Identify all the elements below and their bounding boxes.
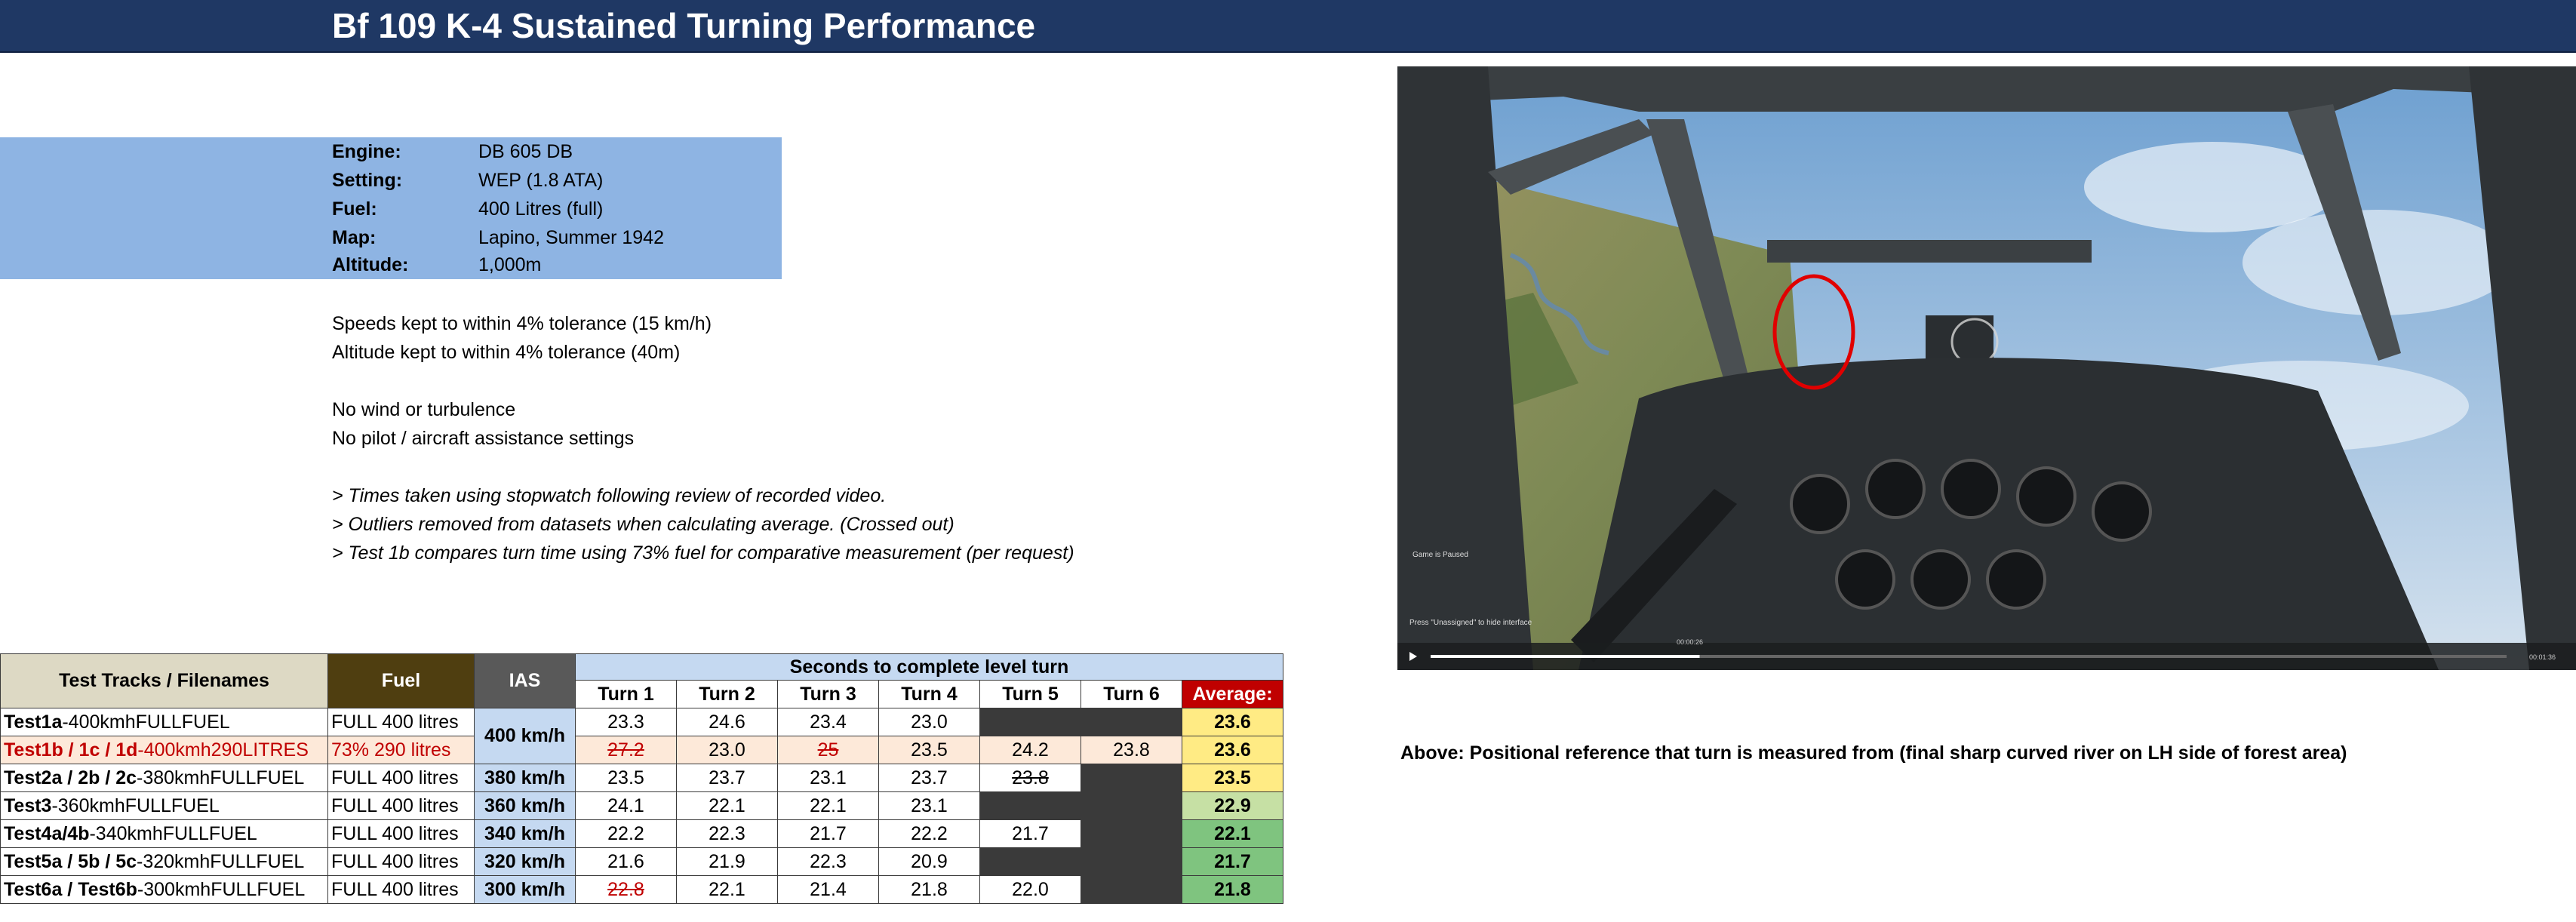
fuel-cell: FULL 400 litres xyxy=(328,764,475,792)
track-name-bold: Test1b / 1c / 1d xyxy=(4,739,138,761)
turn-cell: 24.1 xyxy=(576,792,677,820)
empty-turn-cell xyxy=(1081,764,1182,792)
table-row xyxy=(1,876,1283,904)
track-name xyxy=(1,736,328,764)
page-title: Bf 109 K-4 Sustained Turning Performance xyxy=(332,6,1036,45)
track-name-bold: Test3 xyxy=(4,794,52,816)
empty-turn-cell xyxy=(1081,820,1182,848)
turn-cell: 22.1 xyxy=(677,876,778,904)
average-cell: 23.6 xyxy=(1182,736,1283,764)
spec-value: DB 605 DB xyxy=(478,141,573,162)
table-row xyxy=(1,708,1283,736)
turn-cell: 21.7 xyxy=(778,820,879,848)
empty-turn-cell xyxy=(1081,876,1182,904)
turn-cell: 22.2 xyxy=(879,820,980,848)
turn-cell: 23.0 xyxy=(879,708,980,736)
fuel-cell: FULL 400 litres xyxy=(328,708,475,736)
note-altitude: Altitude kept to within 4% tolerance (40m) xyxy=(332,342,681,363)
turn-cell: 21.6 xyxy=(576,848,677,876)
note-assist: No pilot / aircraft assistance settings xyxy=(332,428,635,449)
track-name xyxy=(1,820,328,848)
track-name-bold: Test5a / 5b / 5c xyxy=(4,850,137,872)
empty-turn-cell xyxy=(980,848,1081,876)
fuel-cell: FULL 400 litres xyxy=(328,820,475,848)
results-table xyxy=(0,653,1283,904)
track-name-rest: -400kmh290LITRES xyxy=(137,739,309,761)
average-cell: 23.5 xyxy=(1182,764,1283,792)
turn-cell: 22.1 xyxy=(778,792,879,820)
track-name-rest: -380kmhFULLFUEL xyxy=(137,767,305,788)
turn-cell: 23.7 xyxy=(879,764,980,792)
header-fuel: Fuel xyxy=(328,654,475,708)
ias-cell: 300 km/h xyxy=(475,876,576,904)
note-method-1: > Times taken using stopwatch following review of recorded video. xyxy=(332,485,887,506)
table-row xyxy=(1,792,1283,820)
header-turn-6: Turn 6 xyxy=(1081,681,1182,708)
gauge xyxy=(2093,483,2150,540)
spec-value: 400 Litres (full) xyxy=(478,198,604,220)
turn-cell: 21.9 xyxy=(677,848,778,876)
header-ias: IAS xyxy=(475,654,576,708)
turn-cell: 24.2 xyxy=(980,736,1081,764)
turn-cell xyxy=(778,736,879,764)
fuel-cell: FULL 400 litres xyxy=(328,876,475,904)
empty-turn-cell xyxy=(1081,708,1182,736)
turn-cell xyxy=(576,736,677,764)
gauge xyxy=(2018,468,2075,525)
header-tracks: Test Tracks / Filenames xyxy=(1,654,328,708)
track-name-rest: -340kmhFULLFUEL xyxy=(89,822,257,844)
track-name-rest: -400kmhFULLFUEL xyxy=(62,711,230,733)
gauge xyxy=(1942,460,2000,518)
table-row xyxy=(1,820,1283,848)
track-name xyxy=(1,708,328,736)
time-current: 00:00:26 xyxy=(1677,638,1704,646)
spec-box xyxy=(0,137,782,279)
hide-interface-hint: Press "Unassigned" to hide interface xyxy=(1409,619,1532,627)
gauge xyxy=(1912,551,1969,608)
outlier-value: 25 xyxy=(817,739,839,761)
screenshot-caption: Above: Positional reference that turn is measured from (final sharp curved river on LH side of forest area) xyxy=(1400,742,2347,764)
turn-cell: 21.7 xyxy=(980,820,1081,848)
fuel-cell: FULL 400 litres xyxy=(328,792,475,820)
time-total: 00:01:36 xyxy=(2529,653,2556,661)
turn-cell: 23.8 xyxy=(1081,736,1182,764)
spec-value: WEP (1.8 ATA) xyxy=(478,170,604,191)
track-name-bold: Test6a / Test6b xyxy=(4,878,137,900)
fuel-cell: 73% 290 litres xyxy=(328,736,475,764)
turn-cell: 23.5 xyxy=(576,764,677,792)
turn-cell: 20.9 xyxy=(879,848,980,876)
average-cell: 21.7 xyxy=(1182,848,1283,876)
table-row xyxy=(1,848,1283,876)
spec-value: 1,000m xyxy=(478,254,542,275)
turn-cell: 22.1 xyxy=(677,792,778,820)
ias-cell: 340 km/h xyxy=(475,820,576,848)
turn-cell xyxy=(576,876,677,904)
average-cell: 23.6 xyxy=(1182,708,1283,736)
spec-label: Setting: xyxy=(332,170,403,191)
spec-label: Map: xyxy=(332,227,377,248)
empty-turn-cell xyxy=(980,792,1081,820)
progress-fill xyxy=(1431,655,1700,658)
fuel-cell: FULL 400 litres xyxy=(328,848,475,876)
turn-cell: 22.3 xyxy=(778,848,879,876)
turn-cell: 23.1 xyxy=(879,792,980,820)
header-seconds: Seconds to complete level turn xyxy=(576,654,1283,681)
spec-value: Lapino, Summer 1942 xyxy=(478,227,664,248)
track-name-rest: -360kmhFULLFUEL xyxy=(51,794,220,816)
track-name xyxy=(1,848,328,876)
track-name-bold: Test2a / 2b / 2c xyxy=(4,767,137,788)
turn-cell: 21.4 xyxy=(778,876,879,904)
average-cell: 22.9 xyxy=(1182,792,1283,820)
paused-label: Game is Paused xyxy=(1412,551,1468,559)
turn-cell: 21.8 xyxy=(879,876,980,904)
turn-cell xyxy=(980,764,1081,792)
table-row xyxy=(1,764,1283,792)
note-method-3: > Test 1b compares turn time using 73% fuel for comparative measurement (per request) xyxy=(332,542,1074,564)
windscreen-frame xyxy=(1767,240,2092,263)
turn-cell: 23.7 xyxy=(677,764,778,792)
turn-cell: 23.3 xyxy=(576,708,677,736)
header-turn-3: Turn 3 xyxy=(778,681,879,708)
gauge xyxy=(1837,551,1894,608)
outlier-value: 23.8 xyxy=(1012,767,1049,788)
spec-label: Engine: xyxy=(332,141,401,162)
outlier-value: 27.2 xyxy=(607,739,644,761)
track-name xyxy=(1,764,328,792)
turn-cell: 23.0 xyxy=(677,736,778,764)
average-cell: 22.1 xyxy=(1182,820,1283,848)
spec-label: Altitude: xyxy=(332,254,409,275)
header-turn-2: Turn 2 xyxy=(677,681,778,708)
note-speeds: Speeds kept to within 4% tolerance (15 km/h) xyxy=(332,313,712,334)
title-bar xyxy=(0,0,2576,53)
ias-cell: 400 km/h xyxy=(475,708,576,764)
gauge xyxy=(1867,460,1924,518)
table-row xyxy=(1,736,1283,764)
header-turn-1: Turn 1 xyxy=(576,681,677,708)
turn-cell: 22.2 xyxy=(576,820,677,848)
cockpit-scene xyxy=(1397,66,2576,670)
cloud xyxy=(2084,142,2341,232)
outlier-value: 22.8 xyxy=(607,878,644,900)
empty-turn-cell xyxy=(1081,848,1182,876)
empty-turn-cell xyxy=(1081,792,1182,820)
turn-cell: 22.0 xyxy=(980,876,1081,904)
track-name-rest: -320kmhFULLFUEL xyxy=(137,850,305,872)
turn-cell: 22.3 xyxy=(677,820,778,848)
turn-cell: 24.6 xyxy=(677,708,778,736)
note-wind: No wind or turbulence xyxy=(332,399,516,420)
ias-cell: 380 km/h xyxy=(475,764,576,792)
note-method-2: > Outliers removed from datasets when calculating average. (Crossed out) xyxy=(332,514,954,535)
header-turn-5: Turn 5 xyxy=(980,681,1081,708)
empty-turn-cell xyxy=(980,708,1081,736)
ias-cell: 360 km/h xyxy=(475,792,576,820)
spec-label: Fuel: xyxy=(332,198,377,220)
track-name-bold: Test4a/4b xyxy=(4,822,90,844)
track-name xyxy=(1,792,328,820)
ias-cell: 320 km/h xyxy=(475,848,576,876)
turn-cell: 23.5 xyxy=(879,736,980,764)
header-average: Average: xyxy=(1182,681,1283,708)
track-name-rest: -300kmhFULLFUEL xyxy=(137,878,306,900)
track-name-bold: Test1a xyxy=(4,711,63,733)
header-turn-4: Turn 4 xyxy=(879,681,980,708)
gauge xyxy=(1791,475,1849,533)
cockpit-video-screenshot xyxy=(1397,66,2576,670)
gauge xyxy=(1987,551,2045,608)
track-name xyxy=(1,876,328,904)
turn-cell: 23.4 xyxy=(778,708,879,736)
average-cell: 21.8 xyxy=(1182,876,1283,904)
turn-cell: 23.1 xyxy=(778,764,879,792)
